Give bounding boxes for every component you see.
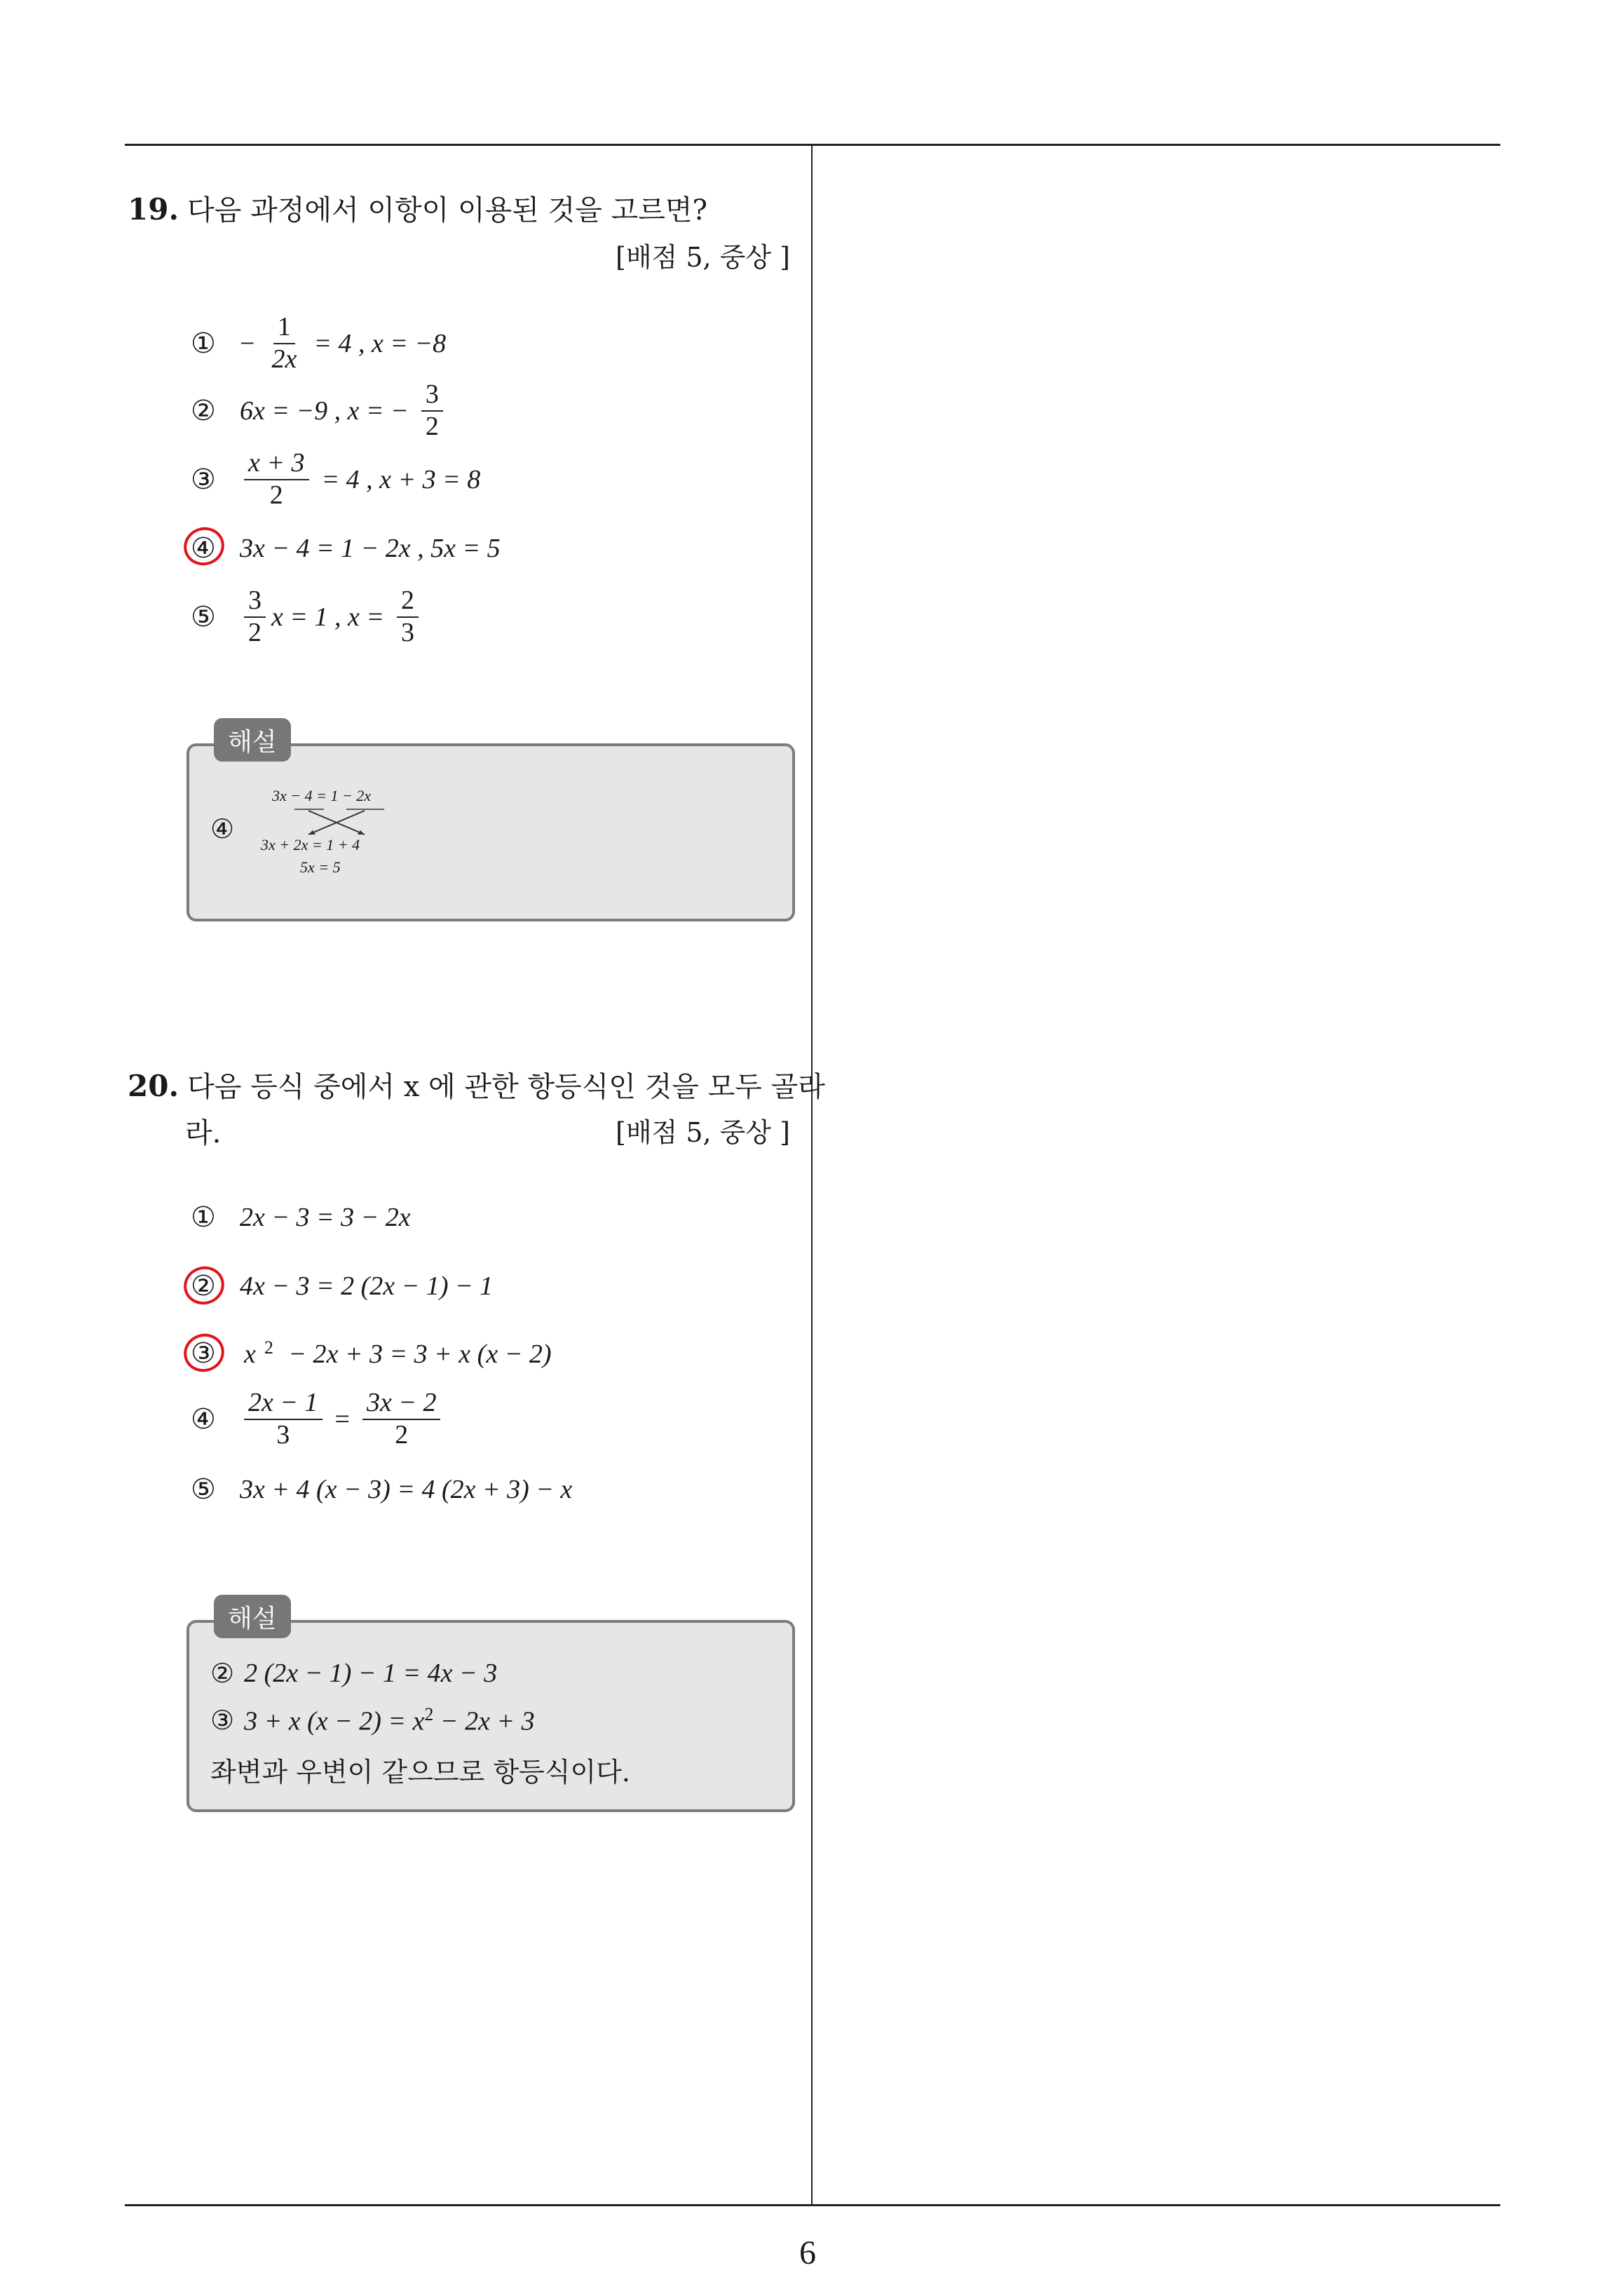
q20-choice-1[interactable]: ① 2x − 3 = 3 − 2x <box>191 1201 411 1234</box>
q20-score-meta: [배점 5, 중상 ] <box>616 1117 790 1148</box>
column-divider <box>811 144 813 2206</box>
transposition-arrows-icon <box>287 805 393 840</box>
top-rule <box>125 144 1500 146</box>
choice-number: ⑤ <box>191 601 216 633</box>
choice-number: ① <box>191 327 216 360</box>
fraction: $\frac{2x - 1}{3}$ <box>240 1389 327 1450</box>
choice-number: ③ <box>191 464 216 496</box>
fraction: $\frac{2}{3}$ <box>393 587 423 647</box>
q20-solution-tag: 해설 <box>214 1595 291 1638</box>
q20-choice-4[interactable]: ④ $\frac{2x - 1}{3}$ = $\frac{3x - 2}{2}$ <box>191 1391 449 1447</box>
q19-solution-eq1: 3x − 4 = 1 − 2x <box>272 787 372 804</box>
q19-number: 19. <box>128 192 179 227</box>
q19-solution-mark: ④ <box>210 813 235 844</box>
q20-solution-line-2: ③ 3 + x $(x - 2) = x^2 - 2x + 3$ <box>210 1704 535 1736</box>
page-number: 6 <box>799 2234 816 2271</box>
q20-heading <box>128 1065 825 1105</box>
q20-choice-2[interactable]: ② 4x − 3 = 2 (2x − 1) − 1 <box>191 1270 494 1302</box>
fraction: $\frac{1}{2x}$ <box>271 312 297 374</box>
q19-solution-eq3: 5x = 5 <box>300 858 341 876</box>
fraction: $\frac{3}{2}$ <box>417 381 447 441</box>
q20-number: 20. <box>128 1069 179 1103</box>
q19-choice-5[interactable]: ⑤ $\frac{3}{2}$ x = 1 , x = $\frac{2}{3}$ <box>191 589 427 645</box>
choice-number: ② <box>191 395 216 427</box>
q19-solution-tag: 해설 <box>214 718 291 762</box>
choice-number: ⑤ <box>191 1473 216 1506</box>
q20-choice-3[interactable]: ③ x $^2$ − 2x + 3 = 3 + x (x − 2) <box>191 1337 552 1370</box>
q20-solution-line-3: 좌변과 우변이 같으므로 항등식이다. <box>210 1757 630 1788</box>
q19-choice-1[interactable]: ① − $\frac{1}{2x}$ = 4 , x = −8 <box>191 312 447 374</box>
q20-choice-5[interactable]: ⑤ 3x + 4 (x − 3) = 4 (2x + 3) − x <box>191 1473 573 1506</box>
q19-heading <box>128 188 707 228</box>
choice-number: ② <box>191 1270 216 1302</box>
q19-solution-eq2: 3x + 2x = 1 + 4 <box>261 836 360 853</box>
fraction: $\frac{3}{2}$ <box>240 587 270 647</box>
q19-question-text: 다음 과정에서 이항이 이용된 것을 고르면? <box>187 194 707 227</box>
q20-question-line2: 라. <box>185 1117 222 1149</box>
choice-number: ④ <box>191 1403 216 1436</box>
q19-choice-3[interactable]: ③ $\frac{x + 3}{2}$ = 4 , x + 3 = 8 <box>191 448 481 510</box>
q19-solution-box <box>186 743 795 921</box>
q19-choice-4[interactable]: ④ 3x − 4 = 1 − 2x , 5x = 5 <box>191 532 501 565</box>
bottom-rule <box>125 2204 1500 2206</box>
fraction: $\frac{x + 3}{2}$ <box>240 450 313 510</box>
q20-question-text: 다음 등식 중에서 x 에 관한 항등식인 것을 모두 골라 <box>187 1071 825 1103</box>
q19-score-meta: [배점 5, 중상 ] <box>616 242 790 273</box>
fraction: $\frac{3x - 2}{2}$ <box>358 1389 445 1450</box>
choice-number: ① <box>191 1201 216 1234</box>
q20-solution-line-1: ② 2 (2x − 1) − 1 = 4x − 3 <box>210 1658 498 1689</box>
q19-choice-2[interactable]: ② 6x = −9 , x = − $\frac{3}{2}$ <box>191 383 451 439</box>
choice-number: ③ <box>191 1337 216 1370</box>
choice-number: ④ <box>191 532 216 565</box>
